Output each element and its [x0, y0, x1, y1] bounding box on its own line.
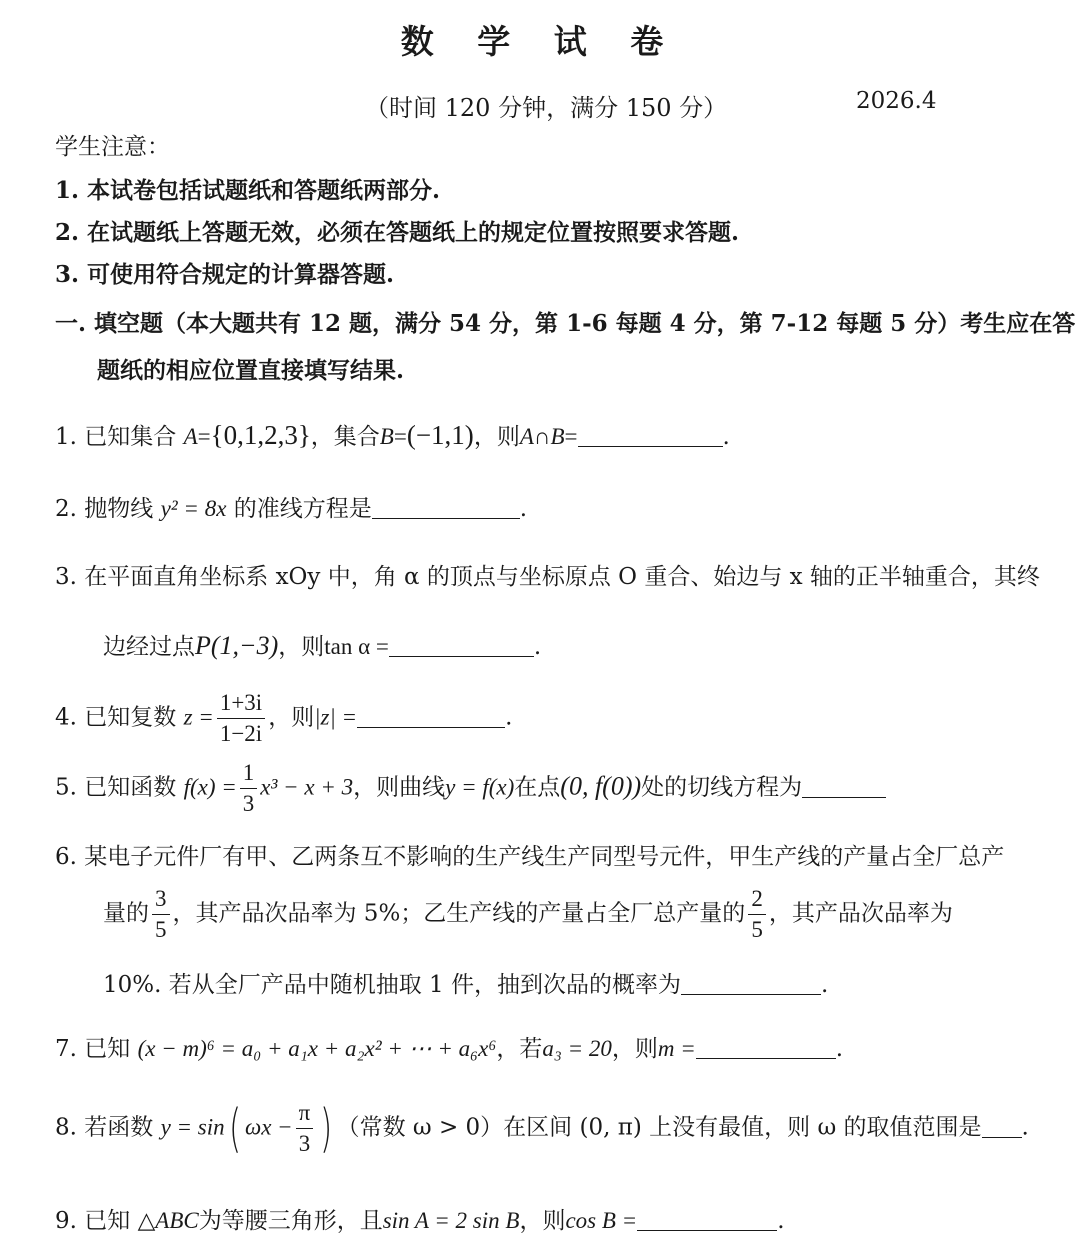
answer-blank-5[interactable]: [802, 796, 886, 798]
answer-blank-9[interactable]: [637, 1229, 777, 1231]
question-9: 9. 已知 △ABC为等腰三角形，且sin A = 2 sin B，则cos B = .: [55, 1208, 785, 1234]
page-title: 数 学 试 卷: [400, 22, 680, 61]
answer-blank-4[interactable]: [357, 726, 505, 728]
question-6: 6. 某电子元件厂有甲、乙两条互不影响的生产线生产同型号元件，甲生产线的产量占全厂总产: [55, 844, 1005, 870]
answer-blank-3[interactable]: [389, 655, 534, 657]
answer-blank-2[interactable]: [372, 517, 520, 519]
section-heading: 一. 填空题（本大题共有 12 题，满分 54 分，第 1-6 每题 4 分，第 7-12 每题 5 分）考生应在答: [55, 310, 1076, 337]
answer-blank-7[interactable]: [696, 1057, 836, 1059]
notice-item-1: 1. 本试卷包括试题纸和答题纸两部分.: [55, 177, 441, 204]
exam-date: 2026.4: [856, 88, 937, 114]
notice-item-2: 2. 在试题纸上答题无效，必须在答题纸上的规定位置按照要求答题.: [55, 219, 740, 246]
question-2: 2. 抛物线 y² = 8x 的准线方程是 .: [55, 496, 528, 522]
section-heading-cont: 题纸的相应位置直接填写结果.: [97, 357, 405, 384]
question-4: 4. 已知复数 z = $\frac{1+3i}{1-2i}$ ，则|z| = .: [55, 690, 513, 746]
question-6-cont2: 10%. 若从全厂产品中随机抽取 1 件，抽到次品的概率为 .: [103, 972, 829, 998]
notice-item-3: 3. 可使用符合规定的计算器答题.: [55, 261, 395, 288]
question-1: 1. 已知集合 A={0,1,2,3}，集合B=(−1,1)，则A∩B= .: [55, 420, 730, 450]
answer-blank-8[interactable]: [982, 1136, 1022, 1138]
question-6-cont: 量的 $\frac{3}{5}$ ，其产品次品率为 5%；乙生产线的产量占全厂总产量的 $\frac{2}{5}$ ，其产品次品率为: [103, 886, 953, 942]
question-8: 8. 若函数 y = sin( ωx − $\frac{\pi}{3}$ ) （常数 ω > 0）在区间 (0, π) 上没有最值，则 ω 的取值范围是 .: [55, 1098, 1029, 1159]
question-7: 7. 已知 (x − m)⁶ = a₀ + a₁x + a₂x² + ⋯ + a₆x⁶，若a₃ = 20，则m = .: [55, 1036, 844, 1062]
answer-blank-6[interactable]: [681, 993, 821, 995]
question-3: 3. 在平面直角坐标系 xOy 中，角 α 的顶点与坐标原点 O 重合、始边与 x 轴的正半轴重合，其终: [55, 564, 1040, 590]
answer-blank-1[interactable]: [578, 445, 723, 447]
exam-subtitle: （时间 120 分钟，满分 150 分）: [365, 94, 728, 122]
question-5: 5. 已知函数 f(x) = $\frac{1}{3}$ x³ − x + 3，则曲线y = f(x)在点(0, f(0))处的切线方程为: [55, 758, 886, 819]
question-3-cont: 边经过点P(1,−3)，则tan α = .: [103, 631, 542, 660]
notice-heading: 学生注意：: [55, 134, 170, 160]
